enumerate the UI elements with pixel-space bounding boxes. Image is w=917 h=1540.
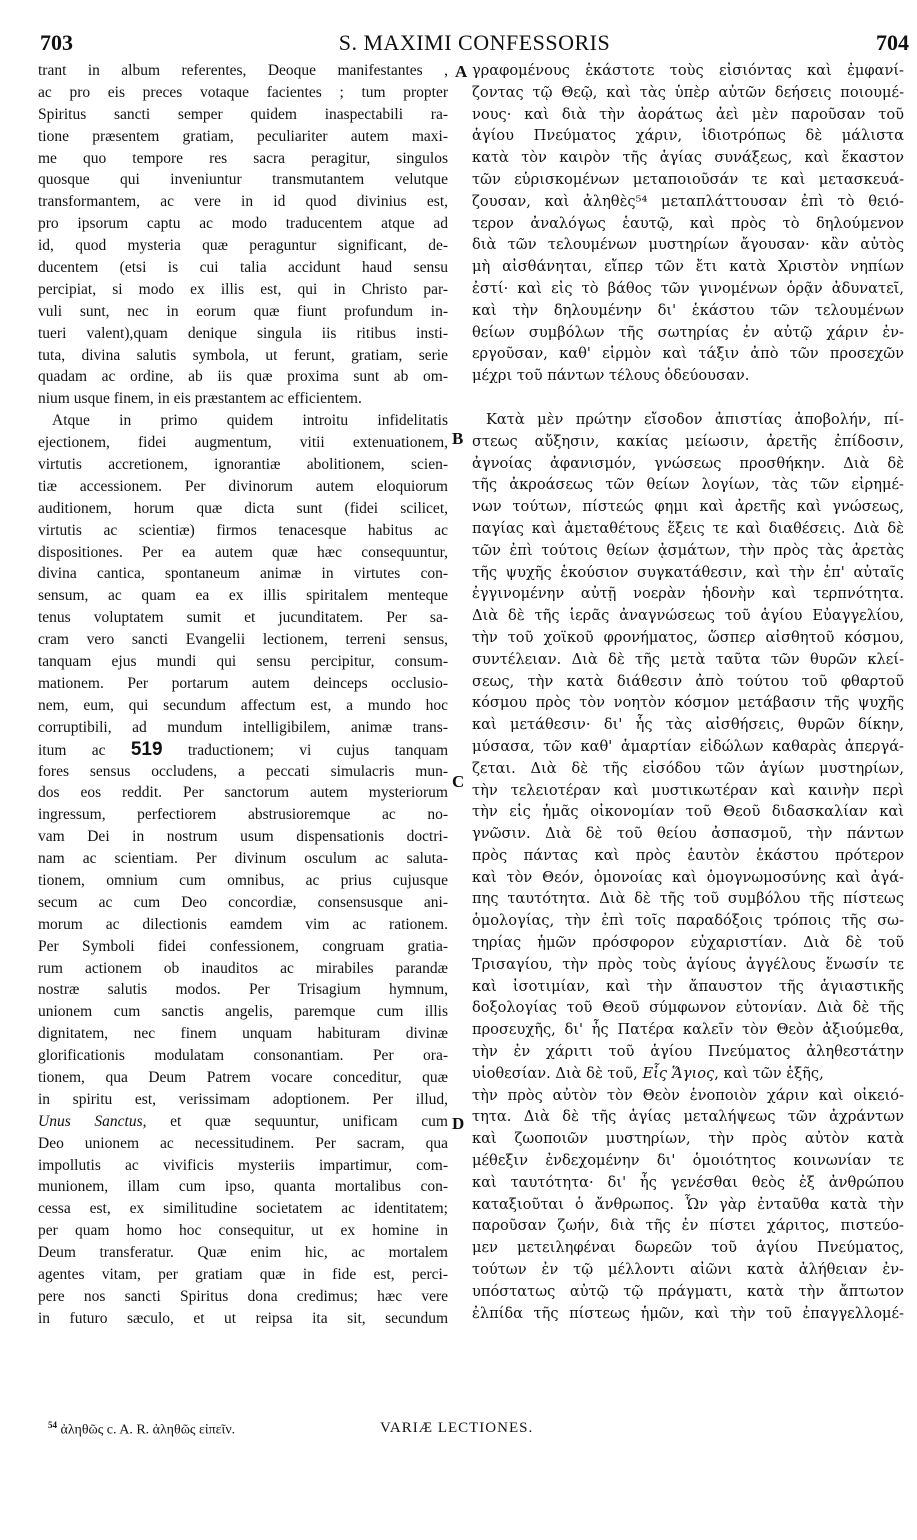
eis-agios-phrase: Εἷς Ἅγιος (642, 1064, 715, 1082)
latin-line: auditionem, horum quæ dicta sunt (fidei scilicet, (38, 499, 448, 517)
latin-paragraph-1 (38, 60, 448, 410)
greek-line: τῶν ἐπὶ τούτοις θείων ᾀσμάτων, τὴν πρὸς τὰς ἀρετὰς (472, 541, 904, 559)
greek-line: τούτων ἐν τῷ μέλλοντι αἰῶνι κατὰ ἀλήθειαν ἐν- (472, 1261, 904, 1279)
greek-line: Κατὰ μὲν πρώτην εἴσοδον ἀπιστίας ἀποβολήν, πί- (486, 410, 904, 428)
greek-line: τὴν πρὸς αὐτὸν τὸν Θεὸν ἑνοποιὸν χάριν καὶ οἰκειό- (472, 1086, 904, 1104)
latin-line: fores sensus occludens, a peccati simulacris mun- (38, 762, 448, 780)
latin-line: tionem, omnium cum omnibus, ac prius cujusque (38, 871, 448, 889)
margin-marker-b: B (452, 429, 464, 448)
latin-line: sensum, ac quam ea ex illis spiritalem menteque (38, 587, 448, 605)
greek-line: σεως, τὴν κατὰ διάθεσιν ἀπὸ τούτου τοῦ φθαρτοῦ (472, 672, 904, 690)
greek-line: μέχρι τοῦ πάντων τέλους ὁδεύουσαν. (472, 367, 750, 385)
page-number-left: 703 (40, 30, 73, 55)
greek-line: κατὰ τὸν καιρὸν τῆς ἁγίας συνάξεως, καὶ ἕκαστον (472, 149, 904, 167)
greek-line: τητα. Διὰ δὲ τῆς ἁγίας μεταλήψεως τῶν ἀχράντων (472, 1108, 904, 1126)
latin-line: nam ac scientiam. Per divinum osculum ac saluta- (38, 850, 448, 868)
greek-line: ἁγίου Πνεύματος χάριν, ἰδιοτρόπως δὲ μάλιστα (472, 127, 904, 145)
greek-line: ζουσαν, καὶ ἀληθὲς⁵⁴ μεταπλάττουσαν ἐπὶ τὸ θειό- (472, 192, 904, 210)
greek-column (472, 60, 904, 1324)
latin-line: Deum transferatur. Quæ enim hic, ac mortalem (38, 1244, 448, 1262)
latin-line: morum ac dilectionis eamdem vim ac rationem. (38, 915, 448, 933)
greek-line: ἐλπίδα τῆς πίστεως ἡμῶν, καὶ τὴν τοῦ ἐπαγγελλομέ- (472, 1304, 904, 1322)
latin-line: quadam ac ordine, ab iis quæ proxima sunt ab om- (38, 368, 448, 386)
greek-line: τὴν τελειοτέραν καὶ μυστικωτέραν καὶ καινὴν περὶ (472, 781, 904, 799)
greek-line: νων τούτων, πίστεώς φημι καὶ ἀρετῆς καὶ γνώσεως, (472, 498, 904, 516)
latin-line: id, quod mysteria quæ peraguntur significant, de- (38, 237, 448, 255)
latin-line: tueri valent),quam denique singula iis ritibus insti- (38, 324, 448, 342)
greek-line: μύσασα, τῶν καθ' ἁμαρτίαν εἰδώλων καθαρὰς ἀπεργά- (472, 737, 904, 755)
greek-line: τῶν εὑρισκομένων μεταποιοῦσάν τε καὶ μετασκευά- (472, 170, 904, 188)
latin-line: virtutis ac scientiæ) firmos tenacesque habitus ac (38, 521, 448, 539)
page-header (40, 30, 909, 58)
latin-line: cram vero sancti Evangelii lectionem, terreni sensus, (38, 631, 448, 649)
page-number-right: 704 (876, 30, 909, 55)
latin-text: , et quæ sequuntur, unificam cum (142, 1112, 448, 1130)
latin-line: glorificationis modulatam consonantiam. Per ora- (38, 1047, 448, 1065)
greek-line: μεν μετειληφέναι δωρεῶν τοῦ ἁγίου Πνεύματος, (472, 1239, 904, 1257)
greek-line: καὶ τὴν δηλουμένην δι' ἑκάστου τῶν τελουμένων (472, 301, 904, 319)
latin-line: percipiat, si modo ex illis est, qui in Christo par- (38, 280, 448, 298)
greek-line: καὶ τὸν Θεόν, ὁμονοίας καὶ ὁμογνωμοσύνης καὶ ἀγά- (472, 868, 904, 886)
greek-paragraph-3 (472, 1085, 904, 1325)
greek-line: γνῶσιν. Διὰ δὲ τοῦ θείου ἀσπασμοῦ, τὴν πάντων (472, 825, 904, 843)
latin-line: pere nos sancti Spiritus dona credimus; hæc vere (38, 1287, 448, 1305)
latin-line: ejectionem, fidei augmentum, vitii extenuationem, (38, 434, 448, 452)
latin-paragraph-4 (38, 1133, 448, 1330)
greek-paragraph-2 (472, 409, 904, 1085)
margin-marker-a: A (455, 62, 468, 81)
greek-line: τὴν ἐν χάριτι τοῦ ἁγίου Πνεύματος ἀληθεστάτην (472, 1043, 904, 1061)
latin-line: transformantem, ac vere in id quod divinius est, (38, 193, 448, 211)
latin-line: Atque in primo quidem introitu infidelitatis (52, 412, 448, 430)
latin-line: nium usque finem, in eis præstantem ac efficientem. (38, 390, 362, 408)
latin-line: secum ac cum Deo concordiæ, consensusque ani- (38, 893, 448, 911)
running-title: S. MAXIMI CONFESSORIS (338, 30, 611, 55)
latin-line: dispositiones. Per ea autem quæ hæc consequuntur, (38, 543, 448, 561)
greek-line: μέθεξιν ἐνδεχομένην δι' ὁμοιότητος κοινωνίαν τε (472, 1152, 904, 1170)
latin-text: traductionem; vi cujus tanquam (162, 741, 448, 759)
greek-line: ἐστί· καὶ εἰς τὸ βάθος τῶν γινομένων ὁρᾷν ἀδυνατεῖ, (472, 279, 904, 297)
greek-paragraph-1 (472, 60, 904, 387)
latin-line: pro ipsorum captu ac modo traducentem atque ad (38, 215, 448, 233)
unus-sanctus-phrase: Unus Sanctus (38, 1112, 143, 1130)
greek-line: θείων συμβόλων τῆς σωτηρίας ἐν αὐτῷ χάριν ἐν- (472, 323, 904, 341)
latin-line: dignitatem, nec finem unquam habituram divinæ (38, 1025, 448, 1043)
greek-line: ἀγνοίας ἀφανισμόν, γνώσεως προσθήκην. Διὰ δὲ (472, 454, 904, 472)
latin-line: tenus voluptatem sumit et jucunditatem. Per sa- (38, 609, 448, 627)
latin-line: nostræ salutis modos. Per Trisagium hymnum, (38, 981, 448, 999)
greek-line: ὁμολογίας, τὴν ἐπὶ τοῖς παραδόξοις τρόποις τῆς σω- (472, 912, 904, 930)
greek-text: , καὶ τῶν ἑξῆς, (714, 1064, 824, 1082)
latin-line: munionem, illam cum ipso, quanta mortalibus con- (38, 1178, 448, 1196)
greek-line: συντέλειαν. Διὰ δὲ τῆς μετὰ ταῦτα τῶν θυρῶν κλεί- (472, 650, 904, 668)
greek-line: τερον ἀναλόγως ἑαυτῷ, καὶ πρὸς τὸ δηλούμενον (472, 214, 904, 232)
greek-line: ζεται. Διὰ δὲ τῆς εἰσόδου τῶν ἁγίων μυστηρίων, (472, 759, 904, 777)
latin-paragraph-3 (38, 761, 448, 1111)
latin-line-unus-sanctus (38, 1111, 448, 1133)
latin-line: tanquam ejus mundi qui sensu percipitur, consum- (38, 653, 448, 671)
latin-line: Spiritus sancti semper quidem inaspectabili ra- (38, 105, 448, 123)
greek-line: παγίας καὶ ἀμεταθέτους ἕξεις τε καὶ διαθέσεις. Διὰ δὲ (472, 519, 904, 537)
greek-line: τὴν εἰς ἡμᾶς οἰκονομίαν τοῦ Θεοῦ διδασκαλίαν καὶ (472, 803, 904, 821)
latin-line: ingressum, perfectiorem abstrusioremque ac no- (38, 806, 448, 824)
footnote-text: ἀληθῶς c. A. R. ἀληθῶς εἰπεῖν. (60, 1422, 236, 1438)
latin-line: tionem, qua Deum Patrem vocare conceditur, quæ (38, 1068, 448, 1086)
greek-line: ζοντας τῷ Θεῷ, καὶ τὰς ὑπὲρ αὐτῶν δεήσεις ποιουμέ- (472, 83, 904, 101)
paragraph-gap (472, 387, 904, 409)
greek-line: καὶ ταυτότητα· δι' ἧς γενέσθαι θεὸς ἐξ ἀνθρώπου (472, 1173, 904, 1191)
greek-line: παροῦσαν ζωήν, διὰ τῆς ἐν πίστει χάριτος, πιστεύο- (472, 1217, 904, 1235)
latin-line: agentes vitam, per gratiam quæ in fide est, perci- (38, 1265, 448, 1283)
footnote (48, 1420, 235, 1439)
latin-line: quosque qui inveniuntur transmutantem velutque (38, 171, 448, 189)
greek-line: Διὰ δὲ τῆς ἱερᾶς ἀναγνώσεως τοῦ ἁγίου Εὐαγγελίου, (472, 607, 904, 625)
greek-line: γραφομένους ἑκάστοτε τοὺς εἰσιόντας καὶ ἐμφανί- (472, 62, 904, 79)
greek-line: ἐγγινομένην αὐτῇ νοερὰν ἡδονὴν καὶ τερπνότητα. (472, 585, 904, 603)
variae-lectiones-heading: VARIÆ LECTIONES. (380, 1420, 534, 1436)
greek-line: τηρίας ἡμῶν πρόσφορον εὐχαριστίαν. Διὰ δὲ τοῦ (472, 934, 904, 952)
latin-line: ducentem (etsi is cui talia accidunt haud sensu (38, 259, 448, 277)
greek-line: στεως αὔξησιν, κακίας μείωσιν, ἀρετῆς ἐπίδοσιν, (472, 432, 904, 450)
latin-column (38, 60, 448, 1330)
greek-line: καὶ ἰσοτιμίαν, καὶ τὴν ἄπαυστον τῆς ἁγιαστικῆς (472, 977, 904, 995)
latin-line: trant in album referentes, Deoque manifestantes , (38, 62, 448, 79)
greek-line: Τρισαγίου, τὴν πρὸς τοὺς ἁγίους ἀγγέλους ἕνωσίν τε (472, 955, 904, 973)
greek-line: μὴ αἰσθάνηται, εἴπερ τῶν ἔτι κατὰ Χριστὸν νηπίων (472, 258, 904, 276)
latin-line: rum actionem ob inauditos ac mirabiles parandæ (38, 959, 448, 977)
greek-line: προσευχῆς, δι' ἧς Πατέρα καλεῖν τὸν Θεὸν ἀξιούμεθα, (472, 1021, 904, 1039)
greek-line: καὶ μετάθεσιν· δι' ἧς τὰς αἰσθήσεις, θυρῶν δίκην, (472, 716, 904, 734)
margin-marker-d: D (452, 1114, 465, 1133)
greek-line: υἱοθεσίαν. Διὰ δὲ τοῦ, Εἷς Ἅγιος, καὶ τῶν ἑξῆς, (472, 1064, 824, 1082)
footnote-number: 54 (48, 1420, 57, 1430)
latin-line: tione præsentem gratiam, peculiariter autem maxi- (38, 127, 448, 145)
latin-line: per quam homo hoc consequitur, ut ex homine in (38, 1222, 448, 1240)
latin-line: impollutis ac vivificis mysteriis impartimur, com- (38, 1156, 448, 1174)
latin-line: unionem cum sanctis angelis, paremque cum illis (38, 1003, 448, 1021)
greek-line: υπόστατως αὐτῷ τῷ πράγματι, κατὰ τὴν ἄπτωτον (472, 1282, 904, 1300)
latin-text: itum ac (38, 741, 131, 759)
greek-line: πης ταυτότητα. Διὰ δὲ τῆς τοῦ συμβόλου τῆς πίστεως (472, 890, 904, 908)
latin-line: divina cantica, spontaneum animæ in virtutes con- (38, 565, 448, 583)
latin-line: ac pro eis preces votaque facientes ; tum propter (38, 83, 448, 101)
latin-line: nem, eum, qui secundum affectum est, a mundo hoc (38, 696, 448, 714)
latin-line: vuli sunt, nec in eorum quæ fiunt profundum in- (38, 302, 448, 320)
latin-line: mationem. Per portarum autem deinceps occlusio- (38, 674, 448, 692)
latin-line: Deo unionem ac necessitudinem. Per sacram, qua (38, 1134, 448, 1152)
greek-line: καὶ ζωοποιῶν μυστηρίων, τὴν πρὸς αὐτὸν κατὰ (472, 1130, 904, 1148)
latin-line: corruptibili, ad mundum intelligibilem, animæ trans- (38, 718, 448, 736)
latin-line: Per Symboli fidei confessionem, congruam gratia- (38, 937, 448, 955)
latin-line: cessa est, ex similitudine societatem ac identitatem; (38, 1200, 448, 1218)
greek-line: δοξολογίας τοῦ Θεοῦ σύμφωνον εὐτονίαν. Διὰ δὲ τῆς (472, 999, 904, 1017)
latin-paragraph-2 (38, 410, 448, 738)
latin-line: tiæ accessionem. Per divinorum autem eloquiorum (38, 477, 448, 495)
greek-line: νους· καὶ διὰ τὴν ἀοράτως ἀεὶ μὲν παροῦσαν τοῦ (472, 105, 904, 123)
greek-line: εργοῦσαν, καθ' εἱρμὸν καὶ τάξιν ἀπὸ τῶν προσεχῶν (472, 345, 904, 363)
greek-line: πρὸς πάντας καὶ πρὸς ἑαυτὸν ἑκάστου πρότερον (472, 846, 904, 864)
latin-line: in spiritu est, verissimam adoptionem. Per illud, (38, 1090, 448, 1108)
latin-line: me quo tempore res sacra peragitur, singulos (38, 149, 448, 167)
page-reference-number: 519 (130, 738, 163, 760)
greek-line: τῆς ἀκροάσεως τῶν θείων λογίων, τὰς τῶν εἰρημέ- (472, 476, 904, 494)
greek-line: κόσμου πρὸς τὸν νοητὸν κόσμον μετάβασιν τῆς ψυχῆς (472, 694, 904, 712)
latin-line: tuta, divina salutis symbola, ut ferunt, gratiam, serie (38, 346, 448, 364)
page-footer (40, 1420, 907, 1442)
latin-line-page-ref (38, 739, 448, 761)
greek-line: τῆς ψυχῆς ἑκούσιον συγκατάθεσιν, καὶ τὴν ἐπ' αὐταῖς (472, 563, 904, 581)
latin-line: dos eos reddit. Per sanctorum autem mysteriorum (38, 784, 448, 802)
latin-line: virtutis accretionem, ignorantiæ abolitionem, scien- (38, 456, 448, 474)
greek-line: διὰ τῶν τελουμένων μυστηρίων ἄγουσαν· κἂν αὐτὸς (472, 236, 904, 254)
latin-line: vam Dei in nostrum usum dispensationis doctri- (38, 828, 448, 846)
margin-marker-c: C (452, 772, 465, 791)
greek-line: καταξιοῦται ὁ ἄνθρωπος. Ὧν γὰρ ἐνταῦθα κατὰ τὴν (472, 1195, 904, 1213)
latin-line: in futuro sæculo, et ut reipsa ita sit, secundum (38, 1309, 448, 1327)
greek-line: τὴν τοῦ χοϊκοῦ φρονήματος, ὥσπερ αἰσθητοῦ κόσμου, (472, 628, 904, 646)
